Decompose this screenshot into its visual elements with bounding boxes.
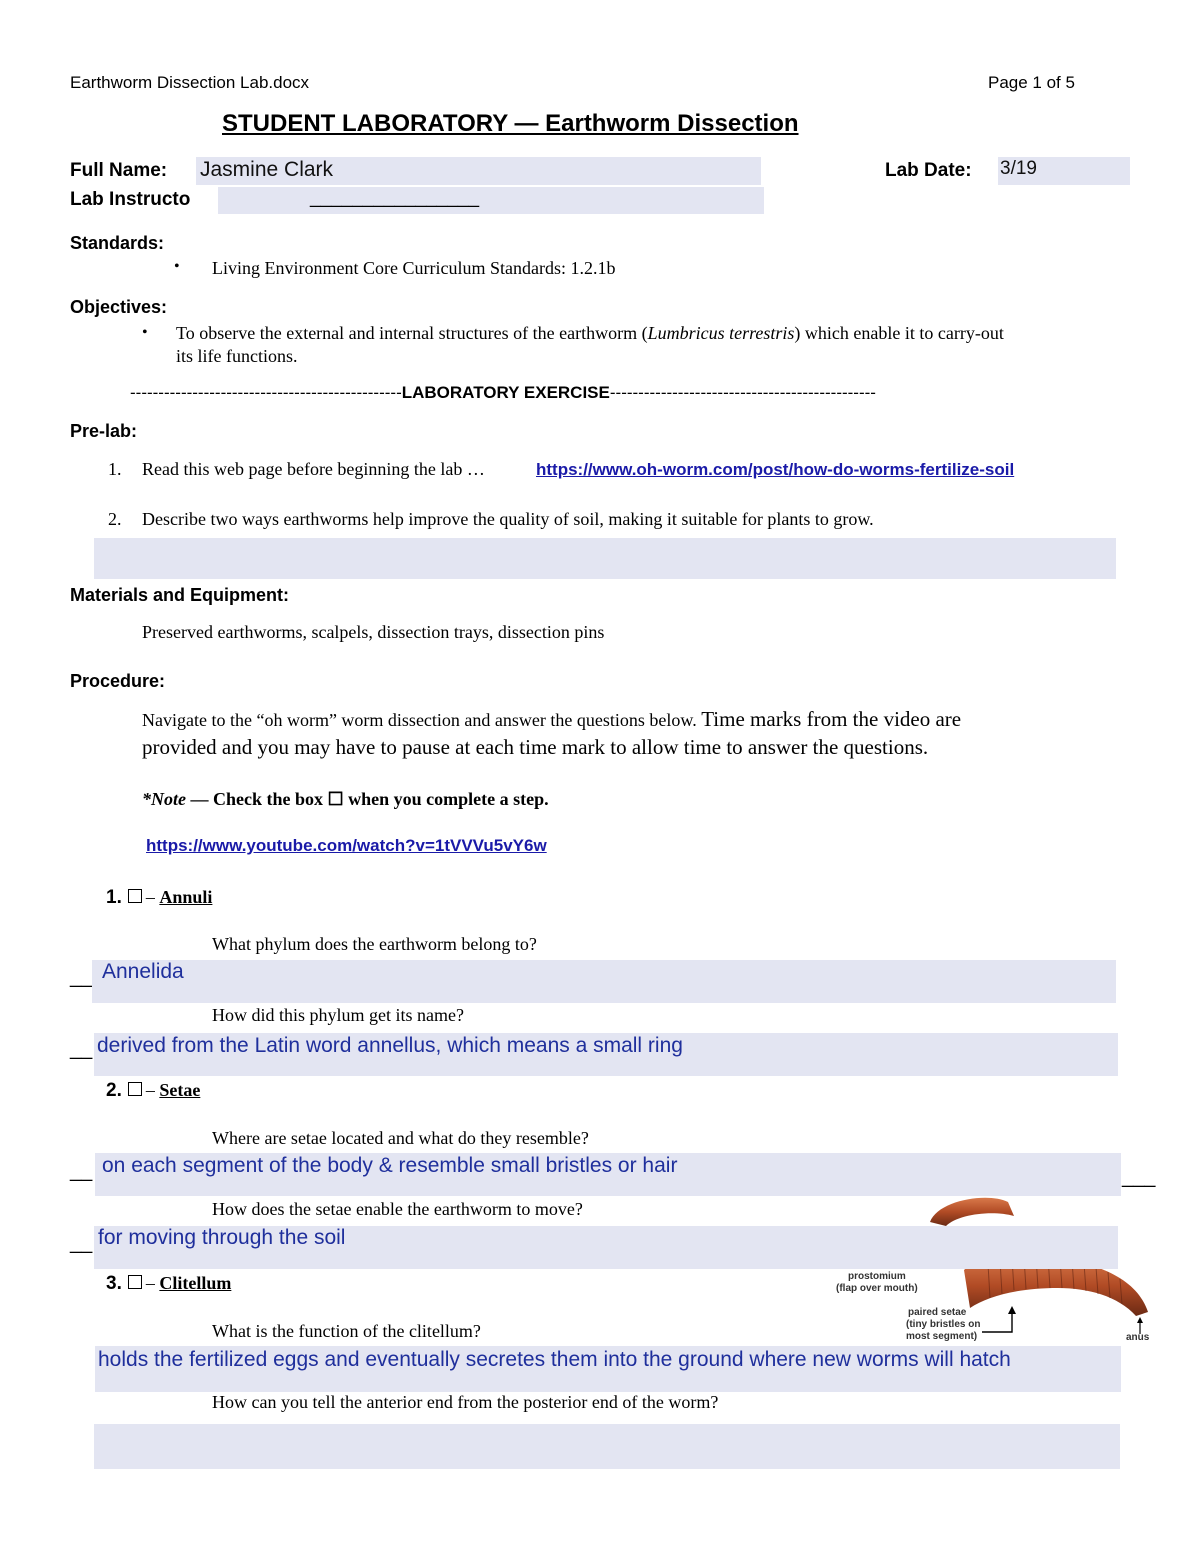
prelab-item2-text: Describe two ways earthworms help improve the quality of soil, making it suitable for plants to grow. [142, 509, 874, 529]
label-setae-sub2: most segment) [906, 1331, 978, 1342]
step2-dash: – [145, 1080, 160, 1100]
objectives-line2: its life functions. [176, 346, 298, 366]
worm-upper-body [930, 1198, 1014, 1226]
step2-q1-underline: __ [70, 1160, 93, 1182]
objectives-line1 [176, 323, 1004, 344]
step1-q1-underline: __ [70, 966, 93, 988]
divider-left: ------------------------------------------------ [130, 383, 402, 402]
lab-date-field[interactable] [998, 157, 1130, 185]
step1-question1: What phylum does the earthworm belong to? [212, 934, 537, 954]
procedure-line1-a: Navigate to the “oh worm” worm dissection and answer the questions below. [142, 710, 702, 730]
lab-date-value: 3/19 [1000, 158, 1037, 179]
step3-name: Clitellum [159, 1273, 232, 1293]
prelab-item1-text: Read this web page before beginning the lab … [142, 459, 485, 479]
prelab-answer-field[interactable] [94, 538, 1116, 579]
label-prostomium-sub: (flap over mouth) [836, 1283, 918, 1294]
standards-item: Living Environment Core Curriculum Standards: 1.2.1b [212, 258, 616, 278]
step2-answer1: on each segment of the body & resemble small bristles or hair [102, 1154, 678, 1177]
objectives-bullet: • [142, 324, 148, 341]
lab-date-label: Lab Date: [885, 160, 972, 181]
label-anus: anus [1126, 1332, 1150, 1343]
step2-question2: How does the setae enable the earthworm to move? [212, 1199, 583, 1219]
step1-answer1: Annelida [102, 960, 184, 983]
objectives-text-before: To observe the external and internal structures of the earthworm ( [176, 323, 648, 343]
page-number: Page 1 of 5 [988, 73, 1075, 92]
step2-answer2: for moving through the soil [98, 1226, 346, 1249]
species-name: Lumbricus terrestris [647, 323, 795, 343]
setae-arrowhead [1008, 1306, 1016, 1314]
step2-checkbox[interactable] [128, 1082, 142, 1096]
step3-header [106, 1273, 231, 1295]
lab-exercise-divider [130, 383, 876, 403]
standards-heading: Standards: [70, 233, 165, 253]
step3-checkbox[interactable] [128, 1275, 142, 1289]
materials-text: Preserved earthworms, scalpels, dissection trays, dissection pins [142, 622, 605, 642]
video-link[interactable]: https://www.youtube.com/watch?v=1tVVVu5vY6w [146, 836, 547, 855]
doc-filename: Earthworm Dissection Lab.docx [70, 73, 310, 92]
step1-question2: How did this phylum get its name? [212, 1005, 464, 1025]
label-setae-sub1: (tiny bristles on [906, 1319, 981, 1330]
page-title: STUDENT LABORATORY — Earthworm Dissection [222, 110, 799, 137]
procedure-line1 [142, 707, 961, 732]
anus-arrowhead [1137, 1317, 1143, 1323]
step2-name: Setae [159, 1080, 201, 1100]
procedure-heading: Procedure: [70, 671, 166, 691]
step1-name: Annuli [159, 887, 213, 907]
procedure-line1-b: Time marks from the video are [701, 707, 962, 731]
step3-question2: How can you tell the anterior end from the posterior end of the worm? [212, 1392, 719, 1412]
step3-dash: – [145, 1273, 160, 1293]
earthworm-diagram [818, 1192, 1158, 1352]
step2-header [106, 1080, 200, 1102]
prelab-item2-number: 2. [108, 509, 122, 529]
divider-label: LABORATORY EXERCISE [401, 383, 610, 402]
prelab-link[interactable]: https://www.oh-worm.com/post/how-do-worms-fertilize-soil [536, 460, 1015, 479]
step1-answer1-field[interactable] [92, 960, 1116, 1003]
objectives-heading: Objectives: [70, 297, 168, 317]
divider-right: ----------------------------------------------- [609, 383, 876, 402]
step2-question1: Where are setae located and what do they resemble? [212, 1128, 589, 1148]
step3-answer2-field[interactable] [94, 1424, 1120, 1469]
prelab-item1-number: 1. [108, 459, 122, 479]
standards-bullet: • [174, 258, 180, 275]
step2-q1-underline-right: ___ [1122, 1166, 1156, 1188]
label-setae: paired setae [908, 1307, 967, 1318]
full-name-label: Full Name: [70, 160, 168, 181]
step1-q2-underline: __ [70, 1038, 93, 1060]
note-rest: — Check the box ☐ when you complete a step. [186, 789, 549, 809]
full-name-field[interactable] [196, 157, 761, 185]
step1-dash: – [145, 887, 160, 907]
procedure-note [142, 789, 549, 810]
step2-q2-underline: __ [70, 1232, 93, 1254]
procedure-line2: provided and you may have to pause at each time mark to allow time to answer the questions. [142, 735, 929, 759]
instructor-label: Lab Instructo [70, 189, 191, 210]
step1-answer2: derived from the Latin word annellus, which means a small ring [97, 1034, 683, 1057]
objectives-text-after: ) which enable it to carry-out [794, 323, 1004, 343]
step1-number: 1. [106, 887, 122, 908]
label-prostomium: prostomium [848, 1271, 906, 1282]
instructor-blank: ________________ [310, 187, 480, 208]
instructor-field[interactable] [218, 187, 764, 214]
prelab-heading: Pre-lab: [70, 421, 138, 441]
step3-number: 3. [106, 1273, 122, 1294]
note-italic: *Note [142, 789, 186, 809]
full-name-value: Jasmine Clark [200, 158, 334, 181]
step3-answer1: holds the fertilized eggs and eventually secretes them into the ground where new worms will hatch [98, 1348, 1011, 1371]
step1-header [106, 887, 212, 909]
setae-pointer [982, 1310, 1012, 1332]
materials-heading: Materials and Equipment: [70, 585, 290, 605]
step3-question1: What is the function of the clitellum? [212, 1321, 481, 1341]
step1-checkbox[interactable] [128, 889, 142, 903]
step2-number: 2. [106, 1080, 122, 1101]
